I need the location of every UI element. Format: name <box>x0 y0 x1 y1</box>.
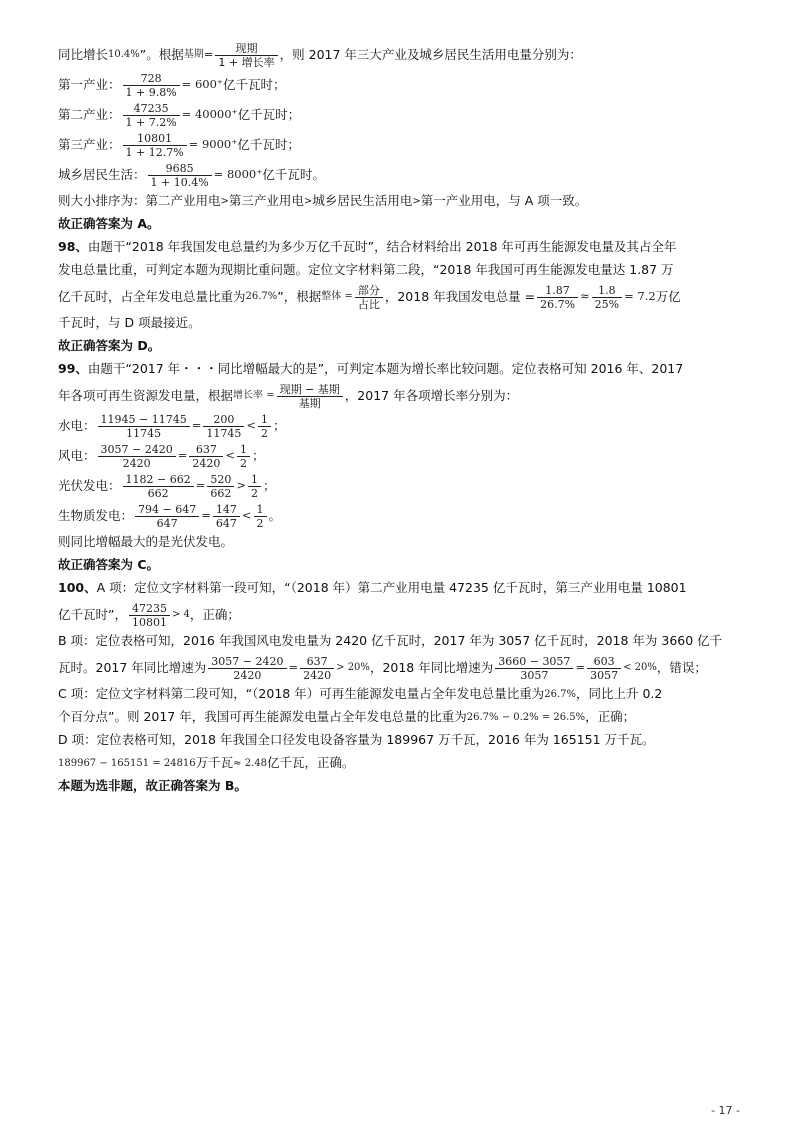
document-body <box>58 40 748 798</box>
growth-label: 生物质发电： <box>58 507 134 523</box>
ranking-line <box>58 190 748 213</box>
growth-num: 3057 − 2420 <box>98 443 176 457</box>
ranking-text: 第三产业用电 <box>228 193 304 209</box>
q98-line4: 千瓦时，与 D 项最接近。 <box>58 315 201 331</box>
ratio-label: 占比 <box>357 297 380 311</box>
calc-den: 26.7% <box>540 297 576 311</box>
industry-num: 728 <box>123 72 180 86</box>
half-num: 1 <box>258 413 271 427</box>
growth-list <box>58 411 748 531</box>
q100-text: ，同比上升 0.2 <box>576 686 663 702</box>
q99-text: 年各项可再生资源发电量，根据 <box>58 387 234 403</box>
q99-text: ，2017 年各项增长率分别为： <box>344 387 519 403</box>
calc-result: = 7.2 <box>624 289 656 304</box>
a-den: 10801 <box>131 615 167 629</box>
d-calc: 189967 − 165151 = 24816 <box>58 757 196 769</box>
q98-line3 <box>58 282 748 312</box>
b-den: 3057 <box>590 668 619 682</box>
growth-label: 风电： <box>58 447 96 463</box>
growth-den: 662 <box>210 486 232 500</box>
q100-number: 100、 <box>58 580 97 596</box>
compare-symbol: < <box>241 508 252 523</box>
a-compare: > 4 <box>171 609 190 621</box>
industry-row <box>58 70 748 100</box>
half-fraction <box>237 443 250 470</box>
formula-num: 现期 <box>215 42 277 56</box>
growth-row: 水电： $\frac{11945 - 11745}{11745}$ = $\frac{200}{11745}$ < $\frac{1}{2}$ ； <box>58 412 286 440</box>
half-den: 2 <box>240 456 247 470</box>
industry-label: 城乡居民生活： <box>58 166 146 182</box>
d-unit: 万千瓦 <box>195 755 234 771</box>
growth-end: 。 <box>268 507 282 523</box>
calc-num: 1.87 <box>537 284 578 298</box>
industry-result: = 40000⁺ <box>181 107 238 122</box>
industry-num: 9685 <box>148 162 212 176</box>
growth-den: 11745 <box>126 426 162 440</box>
half-fraction <box>254 503 267 530</box>
b-num: 3057 − 2420 <box>208 655 286 669</box>
q100-a-line1 <box>58 577 748 600</box>
growth-fraction <box>98 443 176 470</box>
part-label: 部分 <box>355 284 383 298</box>
industry-result: = 600⁺ <box>181 77 223 92</box>
industry-unit: 亿千瓦时； <box>222 76 286 92</box>
q100-text: ，错误； <box>656 659 707 675</box>
half-den: 2 <box>256 516 264 530</box>
approx-symbol: ≈ <box>580 289 590 304</box>
formula-den: 1 + 增长率 <box>218 55 275 69</box>
c-calc: 26.7% − 0.2% = 26.5% <box>466 711 586 723</box>
industry-den: 1 + 7.2% <box>125 115 177 129</box>
industry-den: 1 + 12.7% <box>125 145 184 159</box>
q98-text: ”，根据 <box>277 288 322 304</box>
compare-symbol: > <box>236 478 246 493</box>
q100-b-line1: B 项：定位表格可知，2016 年我国风电发电量为 2420 亿千瓦时，2017 年为 3057 亿千瓦时，2018 年为 3660 亿千 <box>58 633 723 649</box>
growth-den: 11745 <box>206 426 242 440</box>
calc-fraction <box>592 284 622 311</box>
half-num: 1 <box>254 503 267 517</box>
half-fraction <box>248 473 261 500</box>
b-fraction <box>587 655 621 682</box>
page-number: - 17 - <box>711 1104 740 1117</box>
growth-fraction <box>203 413 244 440</box>
q99-number: 99、 <box>58 361 88 377</box>
compare-symbol: < <box>225 448 235 463</box>
b-fraction <box>300 655 334 682</box>
industry-label: 第三产业： <box>58 136 121 152</box>
b-num: 3660 − 3057 <box>495 655 573 669</box>
q100-text: ，2018 年同比增速为 <box>369 659 494 675</box>
growth-fraction <box>123 473 194 500</box>
intro-mid: ”。根据 <box>139 46 184 62</box>
industry-row <box>58 100 748 130</box>
q100-a-line2 <box>58 600 748 630</box>
growth-num: 794 − 647 <box>135 503 199 517</box>
growth-num: 520 <box>207 473 234 487</box>
calc-den: 25% <box>594 297 620 311</box>
growth-end: ； <box>263 477 276 493</box>
b-compare: > 20% <box>336 662 370 674</box>
industry-fraction <box>123 102 180 129</box>
b-num: 603 <box>587 655 621 669</box>
q98-number: 98、 <box>58 239 88 255</box>
gt-symbol: > <box>303 195 313 207</box>
industry-num: 47235 <box>123 102 180 116</box>
growth-fraction <box>189 443 223 470</box>
formula-base-label: 基期 <box>183 49 204 61</box>
whole-label: 整体 = <box>321 291 353 303</box>
ranking-text: 第一产业用电，与 A 项一致。 <box>420 193 588 209</box>
d-unit: 亿千瓦，正确。 <box>266 755 355 771</box>
q100-text: A 项：定位文字材料第一段可知，“（2018 年）第二产业用电量 47235 亿千瓦时，第三产业用电量 10801 <box>96 580 687 596</box>
q100-text: C 项：定位文字材料第二段可知，“（2018 年）可再生能源发电量占全年发电总量比重为 <box>58 686 545 702</box>
growth-den: 647 <box>156 516 178 530</box>
growth-num: 1182 − 662 <box>123 473 194 487</box>
d-approx: ≈ 2.48 <box>233 757 267 769</box>
growth-fraction <box>213 503 240 530</box>
q100-text: 个百分点”。则 2017 年，我国可再生能源发电量占全年发电总量的比重为 <box>58 709 467 725</box>
calc-num: 1.8 <box>592 284 622 298</box>
growth-fraction <box>277 383 343 410</box>
answer-a: 故正确答案为 A。 <box>58 216 160 232</box>
industry-unit: 亿千瓦时。 <box>262 166 325 182</box>
q100-d-line1: D 项：定位表格可知，2018 年我国全口径发电设备容量为 189967 万千瓦，2016 年为 165151 万千瓦。 <box>58 732 655 748</box>
a-num: 47235 <box>129 602 170 616</box>
b-num: 637 <box>300 655 334 669</box>
gt-symbol: > <box>412 195 421 207</box>
growth-num: 11945 − 11745 <box>98 413 190 427</box>
industry-fraction <box>123 72 180 99</box>
industry-row <box>58 130 748 160</box>
industry-den: 1 + 10.4% <box>150 175 209 189</box>
half-num: 1 <box>237 443 250 457</box>
growth-row: 风电： $\frac{3057 - 2420}{2420}$ = $\frac{637}{2420}$ < $\frac{1}{2}$ ； <box>58 442 265 470</box>
intro-suffix: ，则 2017 年三大产业及城乡居民生活用电量分别为： <box>279 46 582 62</box>
q98-rate: 26.7% <box>245 291 278 303</box>
q100-text: ，正确； <box>585 709 636 725</box>
industry-num: 10801 <box>123 132 187 146</box>
intro-line <box>58 40 748 70</box>
conclusion-99: 则同比增幅最大的是光伏发电。 <box>58 534 234 550</box>
b-fraction <box>208 655 286 682</box>
q100-b-line2: 瓦时。2017 年同比增速为 $\frac{3057 - 2420}{2420}$ = $\frac{637}{2420}$ > 20% ，2018 年同比增速为 $\frac{3660 - 3057}{3057}$ = $\frac{603}{3057}$ < 20% ，错误； <box>58 654 707 682</box>
a-fraction <box>129 602 170 629</box>
growth-num: 现期 − 基期 <box>277 383 343 397</box>
industry-result: = 9000⁺ <box>188 137 238 152</box>
formula-fraction <box>215 42 277 69</box>
b-compare: < 20% <box>623 662 657 674</box>
growth-den: 2420 <box>192 456 221 470</box>
industry-label: 第二产业： <box>58 106 121 122</box>
growth-fraction <box>207 473 234 500</box>
growth-den: 基期 <box>298 396 321 410</box>
q98-text: 亿千瓦时，占全年发电总量比重为 <box>58 288 246 304</box>
b-den: 2420 <box>233 668 262 682</box>
q100-text: ，正确； <box>189 606 240 622</box>
b-den: 3057 <box>520 668 549 682</box>
growth-end: ； <box>252 447 265 463</box>
growth-fraction <box>135 503 199 530</box>
growth-den: 647 <box>215 516 237 530</box>
industry-fraction <box>148 162 212 189</box>
c-rate: 26.7% <box>544 688 576 700</box>
industry-fraction <box>123 132 187 159</box>
q100-d-line2 <box>58 752 748 775</box>
growth-row: 光伏发电： $\frac{1182 - 662}{662}$ = $\frac{520}{662}$ > $\frac{1}{2}$ ； <box>58 472 276 500</box>
growth-num: 637 <box>189 443 223 457</box>
growth-row: 生物质发电： $\frac{794 - 647}{647}$ = $\frac{147}{647}$ < $\frac{1}{2}$ 。 <box>58 502 282 530</box>
growth-fraction <box>98 413 190 440</box>
q100-text: 瓦时。2017 年同比增速为 <box>58 659 207 675</box>
b-den: 2420 <box>303 668 332 682</box>
whole-fraction <box>355 284 383 311</box>
q98-line1 <box>58 236 748 259</box>
q99-line2 <box>58 381 748 411</box>
q98-text: ，2018 年我国发电总量 = <box>384 288 536 304</box>
compare-symbol: < <box>246 418 256 433</box>
growth-label: 水电： <box>58 417 96 433</box>
growth-den: 2420 <box>122 456 151 470</box>
industry-den: 1 + 9.8% <box>125 85 177 99</box>
growth-label: 光伏发电： <box>58 477 121 493</box>
industry-label: 第一产业： <box>58 76 121 92</box>
growth-label: 增长率 = <box>233 390 275 402</box>
growth-num: 147 <box>213 503 240 517</box>
growth-den: 662 <box>147 486 169 500</box>
industry-result: = 8000⁺ <box>213 167 263 182</box>
q100-c-line2 <box>58 706 748 729</box>
industry-unit: 亿千瓦时； <box>237 106 301 122</box>
intro-prefix: 同比增长 <box>58 46 109 62</box>
q99-text: 由题干“2017 年・・・同比增幅最大的是”，可判定本题为增长率比较问题。定位表格可知 2016 年、2017 <box>87 361 684 377</box>
calc-fraction <box>537 284 578 311</box>
final-answer: 本题为选非题，故正确答案为 B。 <box>58 778 247 794</box>
gt-symbol: > <box>220 195 229 207</box>
q99-line1 <box>58 358 748 381</box>
half-num: 1 <box>248 473 261 487</box>
formula-eq: = <box>203 47 214 62</box>
industry-unit: 亿千瓦时； <box>237 136 300 152</box>
ranking-text: 城乡居民生活用电 <box>312 193 413 209</box>
q98-text: 万亿 <box>655 288 681 304</box>
answer-c: 故正确答案为 C。 <box>58 557 160 573</box>
q100-text: 亿千瓦时”， <box>58 606 127 622</box>
intro-rate: 10.4% <box>108 49 140 61</box>
industry-list <box>58 70 748 190</box>
industry-row <box>58 160 748 190</box>
ranking-text: 则大小排序为：第二产业用电 <box>58 193 221 209</box>
half-den: 2 <box>261 426 268 440</box>
growth-end: ； <box>273 417 286 433</box>
b-fraction <box>495 655 573 682</box>
q100-c-line1 <box>58 683 748 706</box>
answer-d: 故正确答案为 D。 <box>58 338 161 354</box>
growth-num: 200 <box>203 413 244 427</box>
q98-text: 由题干“2018 年我国发电总量约为多少万亿千瓦时”，结合材料给出 2018 年可再生能源发电量及其占全年 <box>87 239 677 255</box>
half-den: 2 <box>251 486 258 500</box>
q98-line2: 发电总量比重，可判定本题为现期比重问题。定位文字材料第二段，“2018 年我国可再生能源发电量达 1.87 万 <box>58 262 674 278</box>
half-fraction <box>258 413 271 440</box>
